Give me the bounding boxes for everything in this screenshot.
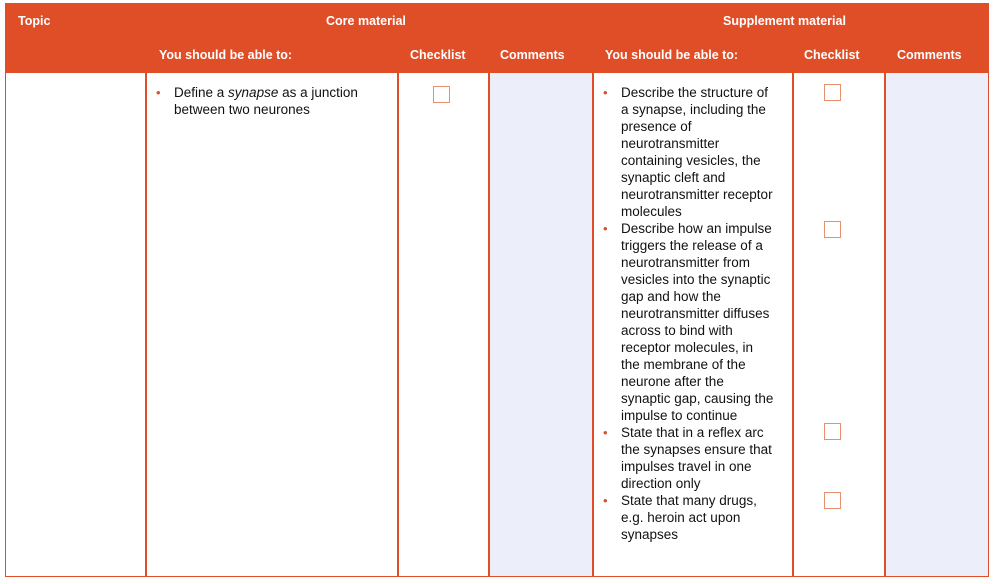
core-objectives bbox=[155, 84, 395, 118]
core-comments-cell[interactable] bbox=[489, 73, 593, 576]
header-supp-checklist: Checklist bbox=[804, 48, 860, 62]
core-checkbox[interactable] bbox=[433, 86, 450, 103]
header-core-able: You should be able to: bbox=[159, 48, 293, 62]
list-item: • State that in a reflex arc the synapses ensure that impulses travel in one direction only bbox=[602, 424, 794, 492]
list-item: • Define a synapse as a junction between two neurones bbox=[155, 84, 395, 118]
header-supplement: Supplement material bbox=[723, 14, 846, 28]
divider bbox=[488, 73, 490, 576]
supp-checkbox[interactable] bbox=[824, 84, 841, 101]
header-supp-able: You should be able to: bbox=[605, 48, 739, 62]
list-item: • State that many drugs, e.g. heroin act upon synapses bbox=[602, 492, 794, 543]
divider bbox=[884, 73, 886, 576]
syllabus-table bbox=[5, 3, 989, 577]
divider bbox=[397, 73, 399, 576]
header-core-checklist: Checklist bbox=[410, 48, 466, 62]
header-topic: Topic bbox=[18, 14, 51, 28]
divider bbox=[145, 73, 147, 576]
header-core: Core material bbox=[326, 14, 406, 28]
header-core-comments: Comments bbox=[500, 48, 565, 62]
term-synapse: synapse bbox=[228, 85, 279, 100]
header-supp-comments: Comments bbox=[897, 48, 962, 62]
supp-comments-cell[interactable] bbox=[885, 73, 988, 576]
list-item: • Describe the structure of a synapse, including the presence of neurotransmitter containing vesicles, the synaptic cleft and neurotransmitter receptor molecules bbox=[602, 84, 794, 220]
supp-checkbox[interactable] bbox=[824, 221, 841, 238]
supp-checkbox[interactable] bbox=[824, 492, 841, 509]
list-item: • Describe how an impulse triggers the release of a neurotransmitter from vesicles into the synaptic gap and how the neurotransmitter diffuses across to bind with receptor molecules, in the membrane of the neurone after the synaptic gap, causing the impulse to continue bbox=[602, 220, 794, 424]
divider bbox=[592, 73, 594, 576]
supp-objectives bbox=[602, 84, 794, 543]
table-header bbox=[6, 4, 988, 73]
supp-checkbox[interactable] bbox=[824, 423, 841, 440]
